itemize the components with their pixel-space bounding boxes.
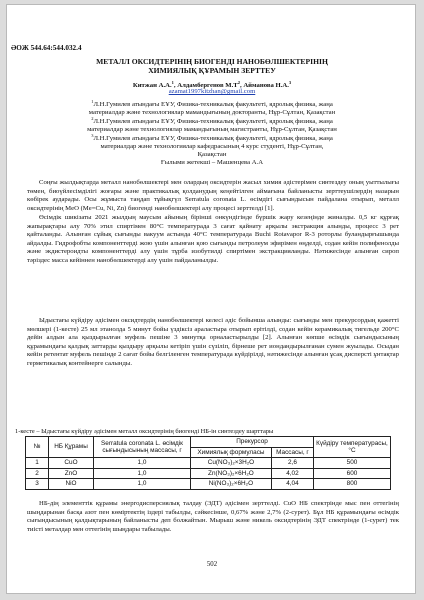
cell-nb: ZnO xyxy=(49,468,94,479)
title-line-1: МЕТАЛЛ ОКСИДТЕРІНІҢ БИОГЕНДІ НАНОБӨЛШЕКТЕРІНІҢ xyxy=(96,57,328,66)
affiliation-3-line-2: материалдар және технологиялар кафедрасының 4 курс студенті, Нұр-Сұлтан, xyxy=(100,143,324,151)
page-number: 502 xyxy=(206,561,218,568)
table-row xyxy=(26,458,391,469)
author-sep-2: , xyxy=(239,82,244,90)
affiliation-3-line-1: Л.Н.Гумилев атындағы ЕҰУ, Физика-техникалық факультеті, ядролық физика, жаңа xyxy=(93,135,333,143)
cell-formula: Ni(NO₃)₂×6H₂O xyxy=(191,479,272,490)
paragraph-raw-material: Өсімдік шикізаты 2021 жылдың маусым айының бірінші онкүндігінде бүршік жару кезеңінде жиналды. 0,5 кг құрғақ жапырақтары алу 70% этил спиртімен 80°С температурада 3 сағат қайнату арқылы экстракция алынды, процесс 3 рет қайталанды. Алынған сұйық сығынды вакуум астында 40°С температурада Buchi Rotavapor R-3 роторлы буландырғышында айдалды. Гидрофобты компоненттерді жою үшін алынған қою сығынды петролеум эфирімен өңделді, содан кейін полифенолды және экдистероидты компоненттерді алу үшін тұрба изобутилді спиртімен экстракцияланды. Нәтижесінде алынған сироп тәріздес масса кейіннен нанобөлшектерді алу үшін пайдаланылды. xyxy=(27,214,399,264)
author-3: Айманова Н.А. xyxy=(243,82,289,90)
header-extract: Serratula coronata L. өсімдік сығындысының массасы, г xyxy=(94,437,191,458)
supervisor-line: Ғылыми жетекші – Машенцева А.А xyxy=(160,159,264,166)
cell-formula: Cu(NO₃)₂×3H₂O xyxy=(191,458,272,469)
title-line-2: ХИМИЯЛЫҚ ҚҰРАМЫН ЗЕРТТЕУ xyxy=(148,66,276,75)
cell-extract: 1,0 xyxy=(94,479,191,490)
affiliation-2-line-2: материалдар және технологиялар мамандығының магистранты, Нұр-Сұлтан, Қазақстан xyxy=(87,126,337,134)
cell-no: 3 xyxy=(26,479,49,490)
cell-extract: 1,0 xyxy=(94,468,191,479)
affiliation-1-line-2: материалдар және технологиялар мамандығының докторанты, Нұр-Сұлтан, Қазақстан xyxy=(88,109,336,117)
cell-nb: CuO xyxy=(49,458,94,469)
header-mass: Массасы, г xyxy=(271,447,313,458)
table-row xyxy=(26,468,391,479)
author-1: Китжан А.А. xyxy=(132,82,172,90)
synthesis-conditions-table xyxy=(25,436,391,490)
affiliation-3-sup: 3 xyxy=(91,133,94,138)
email-line xyxy=(7,88,416,96)
cell-temp: 500 xyxy=(314,458,391,469)
affiliation-3-line-3: Қазақстан xyxy=(197,151,227,159)
paragraph-edx: НБ-дің элементтік құрамы энергодисперсиялық талдау (ЭДТ) әдісімен зерттелді. CuO НБ спектрінде мыс пен оттегінің шыңдарынан басқа азот пен көміртектің іздері табылды, сәйкесінше, 0,67% және 2,7% (2-сурет). Бұл НБ құрамындағы өсімдік сығындысының қалдықтарының байланысты деп болжайтын. Мырыш және никель оксидтерінің ЭДТ спектрінде (1-сурет) тек тиісті металдар мен оттегінің шыңдары табылады. xyxy=(27,500,399,533)
header-precursor: Прекурсор xyxy=(191,437,314,448)
header-formula: Химиялық формуласы xyxy=(191,447,272,458)
cell-mass: 4,02 xyxy=(271,468,313,479)
cell-extract: 1,0 xyxy=(94,458,191,469)
cell-no: 1 xyxy=(26,458,49,469)
cell-no: 2 xyxy=(26,468,49,479)
article-title xyxy=(7,57,416,75)
cell-temp: 800 xyxy=(314,479,391,490)
affiliation-1-sup: 1 xyxy=(91,99,94,104)
table-row xyxy=(26,479,391,490)
cell-nb: NiO xyxy=(49,479,94,490)
udk-code: ӘОЖ 544.64:544.032.4 xyxy=(11,44,82,52)
cell-temp: 600 xyxy=(314,468,391,479)
cell-formula: Zn(NO₃)₂×6H₂O xyxy=(191,468,272,479)
paragraph-intro: Соңғы жылдықтарда металл нанобөлшектері мен олардың оксидтерін жасыл химия әдістерімен синтездеу оның уыттылығы төмен, биоүйлесімділігі жоғары және практикалық қолданудың кеңейтілген аймағына байланысты зерттеушілердің назарын көбірек аударады. Осы жұмыста таңдап тұйықгүл Serratula coronata L. өсімдігі сығындысын пайдалана отырып, металл оксидтерінің MeO (Me=Cu, Ni, Zn) биогенді нанобөлшектері алу процесі зерттелді [1]. xyxy=(27,179,399,212)
author-3-sup: 3 xyxy=(288,80,292,85)
email-link[interactable]: azamat1997kitzhan@gmail.com xyxy=(168,88,256,95)
document-page xyxy=(6,4,416,594)
affiliation-2-line-1: Л.Н.Гумилев атындағы ЕҰУ, Физика-техникалық факультеті, ядролық физика, жаңа xyxy=(93,118,333,126)
table-caption: 1-кесте – Ыдыстағы күйдіру әдісімен металл оксидтерінің биогенді НБ-ін синтездеу шарттары xyxy=(15,428,274,435)
author-sep-1: , xyxy=(173,82,178,90)
cell-mass: 4,04 xyxy=(271,479,313,490)
paragraph-synthesis: Ыдыстағы күйдіру әдісімен оксидтердің нанобөлшектері келесі әдіс бойынша алынды: сығынды мен прекурсордың қажетті мөлшері (1-кесте) 25 мл этанолда 5 минут бойы үздіксіз араластыра отырып ерітілді, содан кейін керамикалық тигельде 200°С дейін алдын ала қыздырылған муфель пешіне 3 минутқа орналастырылды [2]. Алынған көпше өсімдік сығындысының құрамындағы қалдық заттарды қыздыру арқылы кетіріп үшін сүзіліп, бірнеше рет иондандырылғанан сумен жуылады. Осыдан кейін ретентат муфель пешінде 2 сағат бойы белгіленген температурада күйдірілді, нәтижесінде алынған ұсақ дисперсті ұнтақтар герметикалық контейнерге салынды. xyxy=(27,317,399,367)
table-header-row xyxy=(26,437,391,448)
author-1-sup: 1 xyxy=(171,80,174,85)
header-temp: Күйдіру температурасы, °С xyxy=(314,437,391,458)
affiliation-2-sup: 2 xyxy=(91,116,94,121)
header-nb: НБ Құрамы xyxy=(49,437,94,458)
cell-mass: 2,6 xyxy=(271,458,313,469)
header-no: № xyxy=(26,437,49,458)
author-2-sup: 2 xyxy=(237,80,240,85)
affiliation-3 xyxy=(7,132,416,159)
affiliation-1-line-1: Л.Н.Гумилев атындағы ЕҰУ, Физика-техникалық факультеті, ядролық физика, жаңа xyxy=(93,101,333,109)
author-2: Алдамбергенов М.Т xyxy=(177,82,238,90)
